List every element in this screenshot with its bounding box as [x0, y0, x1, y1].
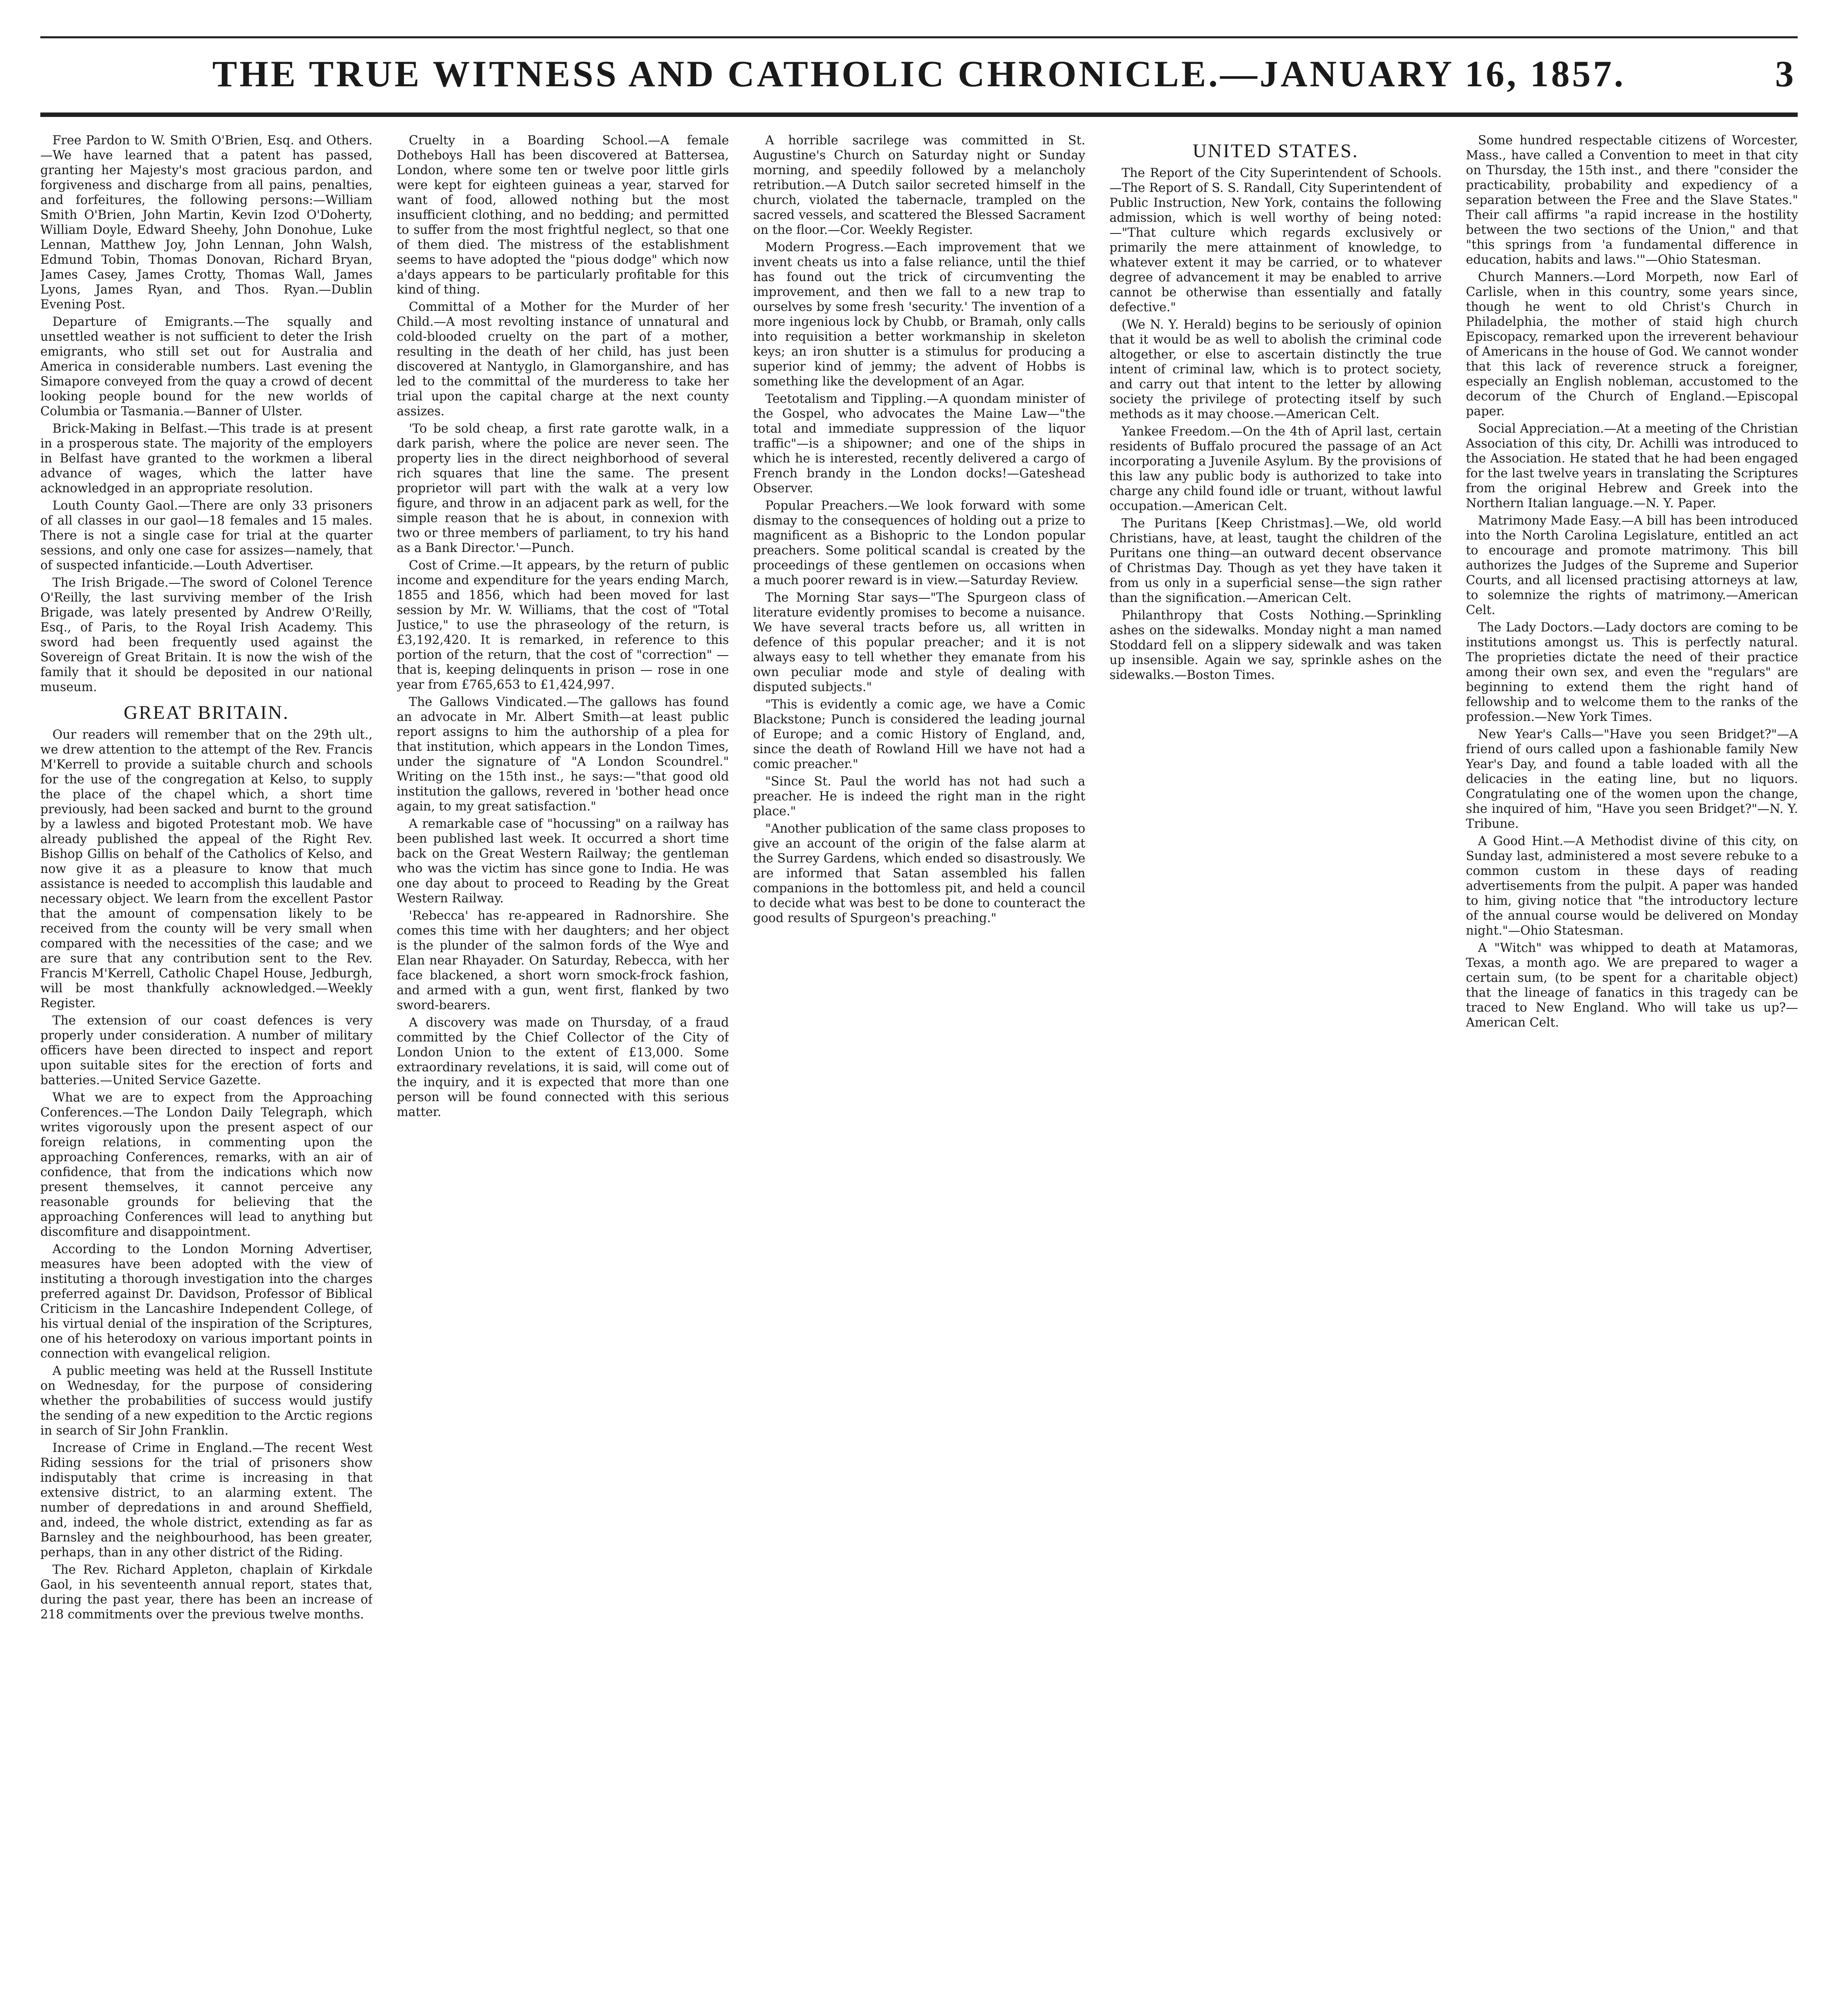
- column-4: [1109, 133, 1442, 2016]
- article-paragraph: According to the London Morning Advertiser, measures have been adopted with the view of instituting a thorough investigation into the charges preferred against Dr. Davidson, Professor of Biblical Criticism in the Lancashire Independent College, of his virtual denial of the inspiration of the Scriptures, one of his heterodoxy on various important points in connection with evangelical religion.: [40, 1242, 373, 1361]
- article-paragraph: Increase of Crime in England.—The recent West Riding sessions for the trial of prisoners show indisputably that crime is increasing in that extensive district, to an alarming extent. The number of depredations in and around Sheffield, and, indeed, the whole district, extending as far as Barnsley and the neighbourhood, has been greater, perhaps, than in any other district of the Riding.: [40, 1441, 373, 1560]
- article-paragraph: Matrimony Made Easy.—A bill has been introduced into the North Carolina Legislature, entitled an act to encourage and promote matrimony. This bill authorizes the Judges of the Supreme and Superior Courts, and all licensed practising attorneys at law, to solemnize the rights of matrimony.—American Celt.: [1466, 514, 1798, 617]
- article-paragraph: A Good Hint.—A Methodist divine of this city, on Sunday last, administered a most severe rebuke to a common custom in these days of reading advertisements from the pulpit. A paper was handed to him, giving notice that "the introductory lecture of the annual course would be delivered on Monday night."—Ohio Statesman.: [1466, 834, 1798, 938]
- article-paragraph: (We N. Y. Herald) begins to be seriously of opinion that it would be as well to abolish the criminal code altogether, or else to ascertain distinctly the true intent of criminal law, which is to protect society, and carry out that intent to the letter by allowing society the privilege of protecting itself by such methods as it may choose.—American Celt.: [1109, 318, 1442, 421]
- column-1: [40, 133, 373, 2016]
- masthead-top-rule: [40, 36, 1798, 38]
- article-paragraph: Brick-Making in Belfast.—This trade is at present in a prosperous state. The majority of the employers in Belfast have granted to the workmen a liberal advance of wages, which the latter have acknowledged in an appropriate resolution.: [40, 422, 373, 496]
- article-paragraph: The Puritans [Keep Christmas].—We, old world Christians, have, at least, taught the children of the Puritans one thing—an outward decent observance of Christmas Day. Though as yet they have taken it from us only in a superficial sense—the sign rather than the signification.—American Celt.: [1109, 516, 1442, 605]
- article-paragraph: Cruelty in a Boarding School.—A female Dotheboys Hall has been discovered at Battersea, London, where some ten or twelve poor little girls were kept for eighteen guineas a year, starved for want of food, allowed nothing but the most insufficient clothing, and no bedding; and permitted to suffer from the most frightful neglect, so that one of them died. The mistress of the establishment seems to have adopted the "pious dodge" which now a'days appears to be particularly profitable for this kind of thing.: [397, 133, 729, 297]
- article-paragraph: The Report of the City Superintendent of Schools.—The Report of S. S. Randall, City Superintendent of Public Instruction, New York, contains the following admission, which is well worthy of being noted:—"That culture which regards exclusively or primarily the mere attainment of knowledge, to whatever extent it may be carried, or to whatever degree of advancement it may be enabled to arrive cannot be otherwise than essentially and fatally defective.": [1109, 166, 1442, 314]
- article-paragraph: "Another publication of the same class proposes to give an account of the origin of the false alarm at the Surrey Gardens, which ended so disastrously. We are informed that Satan assembled his fallen companions in the bottomless pit, and held a council to decide what was best to be done to counteract the good results of Spurgeon's preaching.": [753, 822, 1085, 925]
- masthead-bottom-rule: [40, 112, 1798, 117]
- column-3: [753, 133, 1085, 2016]
- column-2: [397, 133, 729, 2016]
- article-paragraph: Yankee Freedom.—On the 4th of April last, certain residents of Buffalo procured the passage of an Act incorporating a Juvenile Asylum. By the provisions of this law any public body is authorized to take into charge any child found idle or truant, without lawful occupation.—American Celt.: [1109, 425, 1442, 513]
- page-number: 3: [1775, 53, 1794, 94]
- article-paragraph: What we are to expect from the Approaching Conferences.—The London Daily Telegraph, which writes vigorously upon the present aspect of our foreign relations, in commenting upon the approaching Conferences, remarks, with an air of confidence, that from the indications which now present themselves, it cannot perceive any reasonable grounds for believing that the approaching Conferences will lead to anything but discomfiture and disappointment.: [40, 1091, 373, 1239]
- article-paragraph: 'Rebecca' has re-appeared in Radnorshire. She comes this time with her daughters; and her object is the plunder of the salmon fords of the Wye and Elan near Rhayader. On Saturday, Rebecca, with her face blackened, a short worn smock-frock fashion, and armed with a gun, went first, flanked by two sword-bearers.: [397, 909, 729, 1012]
- article-paragraph: Free Pardon to W. Smith O'Brien, Esq. and Others.—We have learned that a patent has passed, granting her Majesty's most gracious pardon, and forgiveness and discharge from all pains, penalties, and forfeitures, the following persons:—William Smith O'Brien, John Martin, Kevin Izod O'Doherty, William Doyle, Edward Sheehy, John Donohue, Luke Lennan, Matthew Joy, John Lennan, John Walsh, Edmund Tobin, Thomas Donovan, Richard Bryan, James Casey, James Crotty, Thomas Wall, James Lyons, James Ryan, and Thos. Ryan.—Dublin Evening Post.: [40, 133, 373, 312]
- article-paragraph: The Gallows Vindicated.—The gallows has found an advocate in Mr. Albert Smith—at least public report assigns to him the authorship of a plea for that institution, which appears in the London Times, under the signature of "A London Scoundrel." Writing on the 15th inst., he says:—"that good old institution the gallows, revered in 'bother head once again, to my great satisfaction.": [397, 695, 729, 814]
- section-heading: GREAT BRITAIN.: [123, 702, 289, 723]
- article-paragraph: Church Manners.—Lord Morpeth, now Earl of Carlisle, when in this country, some years since, though he went to old Christ's Church in Philadelphia, the mother of staid high church Episcopacy, remarked upon the irreverent behaviour of Americans in the house of God. We cannot wonder that this lack of reverence struck a foreigner, especially an English nobleman, accustomed to the decorum of the Church of England.—Episcopal paper.: [1466, 270, 1798, 419]
- article-paragraph: The Morning Star says—"The Spurgeon class of literature evidently promises to become a nuisance. We have several tracts before us, all written in defence of this popular preacher; and it is not always easy to tell whether they emanate from his own peculiar mode and style of dealing with disputed subjects.": [753, 591, 1085, 694]
- column-5: [1466, 133, 1798, 2016]
- section-heading: UNITED STATES.: [1193, 140, 1359, 162]
- article-paragraph: The extension of our coast defences is very properly under consideration. A number of military officers have been directed to inspect and report upon suitable sites for the erection of forts and batteries.—United Service Gazette.: [40, 1014, 373, 1087]
- article-paragraph: Social Appreciation.—At a meeting of the Christian Association of this city, Dr. Achilli was introduced to the Association. He stated that he had been engaged for the last twelve years in translating the Scriptures from the original Hebrew and Greek into the Northern Italian language.—N. Y. Paper.: [1466, 422, 1798, 510]
- article-paragraph: Philanthropy that Costs Nothing.—Sprinkling ashes on the sidewalks. Monday night a man named Stoddard fell on a slippery sidewalk and was taken up insensible. Again we say, sprinkle ashes on the sidewalks.—Boston Times.: [1109, 608, 1442, 682]
- article-paragraph: A "Witch" was whipped to death at Matamoras, Texas, a month ago. We are prepared to wager a certain sum, (to be spent for a charitable object) that the lineage of fanatics in this tragedy can be traced to New England. Who will take us up?—American Celt.: [1466, 941, 1798, 1030]
- article-paragraph: Teetotalism and Tippling.—A quondam minister of the Gospel, who advocates the Maine Law—"the total and immediate suppression of the liquor traffic"—is a shipowner; and one of the ships in which he is interested, recently delivered a cargo of French brandy in the London docks!—Gateshead Observer.: [753, 392, 1085, 496]
- article-paragraph: A horrible sacrilege was committed in St. Augustine's Church on Saturday night or Sunday morning, and speedily followed by a melancholy retribution.—A Dutch sailor secreted himself in the church, violated the tabernacle, trampled on the sacred vessels, and scattered the Blessed Sacrament on the floor.—Cor. Weekly Register.: [753, 133, 1085, 237]
- article-paragraph: The Lady Doctors.—Lady doctors are coming to be institutions amongst us. This is perfectly natural. The proprieties dictate the need of their practice among their own sex, and even the "regulars" are beginning to extend them the right hand of fellowship and to welcome them to the ranks of the profession.—New York Times.: [1466, 621, 1798, 724]
- article-paragraph: 'To be sold cheap, a first rate garotte walk, in a dark parish, where the police are never seen. The property lies in the direct neighborhood of several rich squares that line the same. The present proprietor will part with the walk at a very low figure, and throw in an adjacent park as well, for the simple reason that he is about, in connexion with two or three members of parliament, to try his hand as a Bank Director.'—Punch.: [397, 422, 729, 555]
- article-paragraph: Our readers will remember that on the 29th ult., we drew attention to the attempt of the Rev. Francis M'Kerrell to provide a suitable church and schools for the use of the congregation at Kelso, to supply the place of the chapel which, a short time previously, had been sacked and burnt to the ground by a lawless and bigoted Protestant mob. We have already published the appeal of the Right Rev. Bishop Gillis on behalf of the Catholics of Kelso, and now give it as a pleasure to know that much assistance is needed to accomplish this laudable and necessary object. We learn from the excellent Pastor that the amount of compensation likely to be received from the county will be very small when compared with the necessities of the case; and we are sure that any contribution sent to the Rev. Francis M'Kerrell, Catholic Chapel House, Jedburgh, will be most thankfully acknowledged.—Weekly Register.: [40, 728, 373, 1010]
- article-paragraph: A remarkable case of "hocussing" on a railway has been published last week. It occurred a short time back on the Great Western Railway; the gentleman who was the victim has since gone to India. He was one day about to proceed to Reading by the Great Western Railway.: [397, 817, 729, 906]
- article-paragraph: Modern Progress.—Each improvement that we invent cheats us into a false reliance, until the thief has found out the trick of circumventing the improvement, and then we fall to a new trap to ourselves by some fresh 'security.' The invention of a more ingenious lock by Chubb, or Bramah, only calls into requisition a better workmanship in skeleton keys; an iron shutter is a stimulus for producing a superior kind of jemmy; the advent of Hobbs is something like the development of an Agar.: [753, 240, 1085, 389]
- article-paragraph: A discovery was made on Thursday, of a fraud committed by the Chief Collector of the City of London Union to the extent of £13,000. Some extraordinary revelations, it is said, will come out of the inquiry, and it is expected that more than one person will be found connected with this serious matter.: [397, 1016, 729, 1119]
- masthead: [40, 36, 1798, 117]
- article-paragraph: New Year's Calls—"Have you seen Bridget?"—A friend of ours called upon a fashionable family New Year's Day, and found a table loaded with all the delicacies in the eating line, but no liquors. Congratulating one of the women upon the change, she inquired of him, "Have you seen Bridget?"—N. Y. Tribune.: [1466, 727, 1798, 831]
- article-paragraph: Cost of Crime.—It appears, by the return of public income and expenditure for the years ending March, 1855 and 1856, which had been moved for last session by Mr. W. Williams, that the cost of "Total Justice," to use the phraseology of the return, is £3,192,420. It is remarked, in reference to this portion of the return, that the cost of "correction" — that is, keeping delinquents in prison — rose in one year from £765,653 to £1,424,997.: [397, 558, 729, 692]
- article-paragraph: "Since St. Paul the world has not had such a preacher. He is indeed the right man in the right place.": [753, 775, 1085, 818]
- article-paragraph: Some hundred respectable citizens of Worcester, Mass., have called a Convention to meet in that city on Thursday, the 15th inst., and there "consider the practicability, probability and expediency of a separation between the Free and the Slave States." Their call affirms "a rapid increase in the hostility between the two sections of the Union," and that "this springs from 'a fundamental difference in education, habits and laws.'"—Ohio Statesman.: [1466, 133, 1798, 267]
- article-paragraph: Popular Preachers.—We look forward with some dismay to the consequences of holding out a prize to magnificent as a Bishopric to the London popular preachers. Some political scandal is created by the proceedings of these gentlemen on occasions when a much poorer reward is in view.—Saturday Review.: [753, 499, 1085, 587]
- article-paragraph: Louth County Gaol.—There are only 33 prisoners of all classes in our gaol—18 females and 15 males. There is not a single case for trial at the quarter sessions, and only one case for assizes—namely, that of suspected infanticide.—Louth Advertiser.: [40, 499, 373, 573]
- masthead-title: THE TRUE WITNESS AND CATHOLIC CHRONICLE.—JANUARY 16, 1857.: [212, 53, 1626, 94]
- article-paragraph: A public meeting was held at the Russell Institute on Wednesday, for the purpose of considering whether the probabilities of success would justify the sending of a new expedition to the Arctic regions in search of Sir John Franklin.: [40, 1364, 373, 1438]
- article-paragraph: Departure of Emigrants.—The squally and unsettled weather is not sufficient to deter the Irish emigrants, who still set out for Australia and America in considerable numbers. Last evening the Simapore conveyed from the quay a crowd of decent looking people bound for the new worlds of Columbia or Tasmania.—Banner of Ulster.: [40, 315, 373, 419]
- article-paragraph: "This is evidently a comic age, we have a Comic Blackstone; Punch is considered the leading journal of Europe; and a comic History of England, and, since the death of Rowland Hill we have not had a comic preacher.": [753, 698, 1085, 771]
- article-paragraph: Committal of a Mother for the Murder of her Child.—A most revolting instance of unnatural and cold-blooded cruelty on the part of a mother, resulting in the death of her child, has just been discovered at Nantyglo, in Glamorganshire, and has led to the committal of the murderess to take her trial upon the capital charge at the next county assizes.: [397, 300, 729, 419]
- article-paragraph: The Irish Brigade.—The sword of Colonel Terence O'Reilly, the last surviving member of the Irish Brigade, was lately presented by Andrew O'Reilly, Esq., of Paris, to the Royal Irish Academy. This sword had been frequently used against the Sovereign of Great Britain. It is now the wish of the family that it should be deposited in our national museum.: [40, 576, 373, 694]
- article-paragraph: The Rev. Richard Appleton, chaplain of Kirkdale Gaol, in his seventeenth annual report, states that, during the past year, there has been an increase of 218 commitments over the previous twelve months.: [40, 1563, 373, 1622]
- article-columns: [40, 133, 1798, 2016]
